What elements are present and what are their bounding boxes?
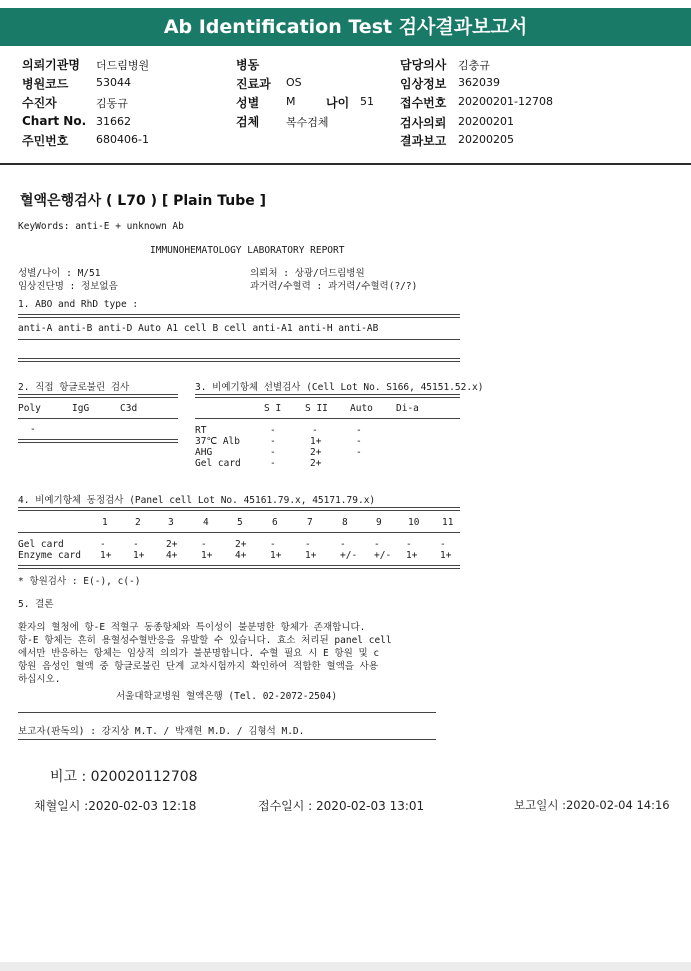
sex-age: 성별/나이 : M/51 <box>18 268 101 279</box>
header-value-patient: 김동규 <box>96 97 128 110</box>
screen-row-label: AHG <box>195 447 213 458</box>
panel-column-header: 10 <box>408 517 420 528</box>
panel-column-header: 11 <box>442 517 454 528</box>
panel-cell: 1+ <box>406 550 418 561</box>
screen-title: 3. 비예기항체 선별검사 (Cell Lot No. S166, 45151.52.x) <box>195 382 484 393</box>
panel-cell: - <box>374 539 380 550</box>
conclusion-line: 에서만 반응하는 항체는 임상적 의의가 불분명합니다. 수혈 필요 시 E 항원 및 c <box>18 648 380 659</box>
screen-cell: 1+ <box>310 436 322 447</box>
transfusion-history: 과거력/수혈력 : 과거력/수혈력(?/?) <box>250 281 418 292</box>
panel-cell: - <box>340 539 346 550</box>
dat-title: 2. 직접 항글로불린 검사 <box>18 382 130 393</box>
panel-cell: 1+ <box>133 550 145 561</box>
header-label-department: 진료과 <box>236 77 271 91</box>
screen-header-s2: S II <box>305 403 328 414</box>
header-label-clinical-info: 임상정보 <box>400 77 447 91</box>
screen-cell: - <box>356 425 362 436</box>
panel-cell: - <box>440 539 446 550</box>
reported-time: 보고일시 :2020-02-04 14:16 <box>514 798 670 812</box>
dat-header-c3d: C3d <box>120 403 138 414</box>
header-value-sex: M <box>286 95 296 108</box>
dat-header-poly: Poly <box>18 403 41 414</box>
screen-cell: - <box>270 436 276 447</box>
header-label-receipt-no: 접수번호 <box>400 96 447 110</box>
screen-row-label: 37℃ Alb <box>195 436 240 447</box>
header-divider <box>0 163 691 165</box>
conclusion-line: 항-E 항체는 흔히 용혈성수혈반응을 유발할 수 있습니다. 효소 처리된 panel cell <box>18 635 392 646</box>
panel-column-header: 4 <box>203 517 209 528</box>
panel-column-header: 8 <box>342 517 348 528</box>
header-label-age: 나이 <box>326 96 350 110</box>
header-label-id-number: 주민번호 <box>22 134 69 148</box>
page-bottom-band <box>0 962 691 971</box>
header-label-hospital-code: 병원코드 <box>22 77 69 91</box>
panel-column-header: 3 <box>168 517 174 528</box>
panel-cell: - <box>133 539 139 550</box>
screen-cell: - <box>356 447 362 458</box>
header-value-request-date: 20200201 <box>458 115 514 128</box>
rule <box>195 418 460 419</box>
conclusion-line: 환자의 혈청에 항-E 적혈구 동종항체와 특이성이 불분명한 항체가 존재합니다. <box>18 622 366 633</box>
header-label-ward: 병동 <box>236 58 260 72</box>
header-value-id-number: 680406-1 <box>96 133 149 146</box>
screen-cell: - <box>270 425 276 436</box>
panel-column-header: 2 <box>135 517 141 528</box>
panel-title: 4. 비예기항체 동정검사 (Panel cell Lot No. 45161.79.x, 45171.79.x) <box>18 495 376 506</box>
header-value-report-date: 20200205 <box>458 133 514 146</box>
screen-cell: - <box>356 436 362 447</box>
screen-cell: 2+ <box>310 447 322 458</box>
rule <box>18 739 436 740</box>
rule <box>18 339 460 340</box>
header-value-receipt-no: 20200201-12708 <box>458 95 553 108</box>
abo-title: 1. ABO and RhD type : <box>18 299 139 310</box>
abo-headers: anti-A anti-B anti-D Auto A1 cell B cell anti-A1 anti-H anti-AB <box>18 323 379 334</box>
institution: 서울대학교병원 혈액은행 (Tel. 02-2072-2504) <box>116 691 338 702</box>
header-label-report-date: 결과보고 <box>400 134 447 148</box>
panel-cell: 4+ <box>166 550 178 561</box>
screen-header-s1: S I <box>264 403 282 414</box>
panel-column-header: 9 <box>376 517 382 528</box>
panel-cell: 1+ <box>100 550 112 561</box>
double-rule <box>18 507 460 511</box>
conclusion-line: 항원 음성인 혈액 중 항글로불린 단계 교차시험까지 확인하여 적합한 혈액을 사용 <box>18 661 379 672</box>
screen-header-dia: Di-a <box>396 403 419 414</box>
panel-cell: - <box>406 539 412 550</box>
keywords: KeyWords: anti-E + unknown Ab <box>18 221 184 232</box>
panel-cell: - <box>100 539 106 550</box>
panel-column-header: 1 <box>102 517 108 528</box>
panel-cell: 4+ <box>235 550 247 561</box>
report-title: Ab Identification Test 검사결과보고서 <box>0 8 691 46</box>
collected-time: 채혈일시 :2020-02-03 12:18 <box>34 799 197 813</box>
panel-row-label-gel: Gel card <box>18 539 64 550</box>
received-time: 접수일시 : 2020-02-03 13:01 <box>258 799 425 813</box>
panel-column-header: 5 <box>237 517 243 528</box>
double-rule <box>18 565 460 569</box>
antigen-test: * 항원검사 : E(-), c(-) <box>18 576 141 587</box>
header-value-institution: 더드림병원 <box>96 59 150 72</box>
rule <box>18 418 178 419</box>
panel-cell: 1+ <box>201 550 213 561</box>
header-label-institution: 의뢰기관명 <box>22 58 80 72</box>
panel-cell: - <box>201 539 207 550</box>
lab-report-title: IMMUNOHEMATOLOGY LABORATORY REPORT <box>150 245 345 256</box>
screen-cell: - <box>270 458 276 469</box>
panel-column-header: 7 <box>307 517 313 528</box>
panel-cell: +/- <box>374 550 392 561</box>
header-value-chart-no: 31662 <box>96 115 131 128</box>
conclusion-line: 하십시오. <box>18 674 61 685</box>
panel-row-label-enzyme: Enzyme card <box>18 550 81 561</box>
rule <box>18 712 436 713</box>
dat-header-igg: IgG <box>72 403 90 414</box>
double-rule <box>18 358 460 362</box>
double-rule <box>18 439 178 443</box>
panel-cell: 2+ <box>166 539 178 550</box>
header-value-age: 51 <box>360 95 374 108</box>
double-rule <box>18 314 460 318</box>
panel-cell: 1+ <box>305 550 317 561</box>
panel-cell: +/- <box>340 550 358 561</box>
header-label-doctor: 담당의사 <box>400 58 447 72</box>
header-label-specimen: 검체 <box>236 115 260 129</box>
header-label-request-date: 검사의뢰 <box>400 116 447 130</box>
panel-cell: 2+ <box>235 539 247 550</box>
screen-cell: - <box>270 447 276 458</box>
screen-cell: 2+ <box>310 458 322 469</box>
panel-cell: 1+ <box>270 550 282 561</box>
header-label-patient: 수진자 <box>22 96 57 110</box>
header-value-specimen: 복수검체 <box>286 116 329 129</box>
conclusion-title: 5. 결론 <box>18 599 54 610</box>
reporter: 보고자(판독의) : 강지상 M.T. / 박재현 M.D. / 김형석 M.D. <box>18 726 305 737</box>
screen-cell: - <box>312 425 318 436</box>
screen-header-auto: Auto <box>350 403 373 414</box>
header-value-hospital-code: 53044 <box>96 76 131 89</box>
double-rule <box>195 394 460 398</box>
referrer: 의뢰처 : 상광/더드림병원 <box>250 268 365 279</box>
screen-row-label: RT <box>195 425 207 436</box>
note: 비고 : 020020112708 <box>50 769 198 785</box>
header-value-doctor: 김충규 <box>458 59 490 72</box>
screen-row-label: Gel card <box>195 458 241 469</box>
panel-cell: - <box>305 539 311 550</box>
rule <box>18 532 460 533</box>
header-value-clinical-info: 362039 <box>458 76 500 89</box>
header-label-chart-no: Chart No. <box>22 114 87 128</box>
panel-cell: - <box>270 539 276 550</box>
section-title: 혈액은행검사 ( L70 ) [ Plain Tube ] <box>20 193 267 209</box>
header-label-sex: 성별 <box>236 96 260 110</box>
header-value-department: OS <box>286 76 302 89</box>
panel-column-header: 6 <box>272 517 278 528</box>
panel-cell: 1+ <box>440 550 452 561</box>
double-rule <box>18 394 178 398</box>
diagnosis: 임상진단명 : 정보없음 <box>18 281 118 292</box>
dat-value: - <box>30 424 36 435</box>
